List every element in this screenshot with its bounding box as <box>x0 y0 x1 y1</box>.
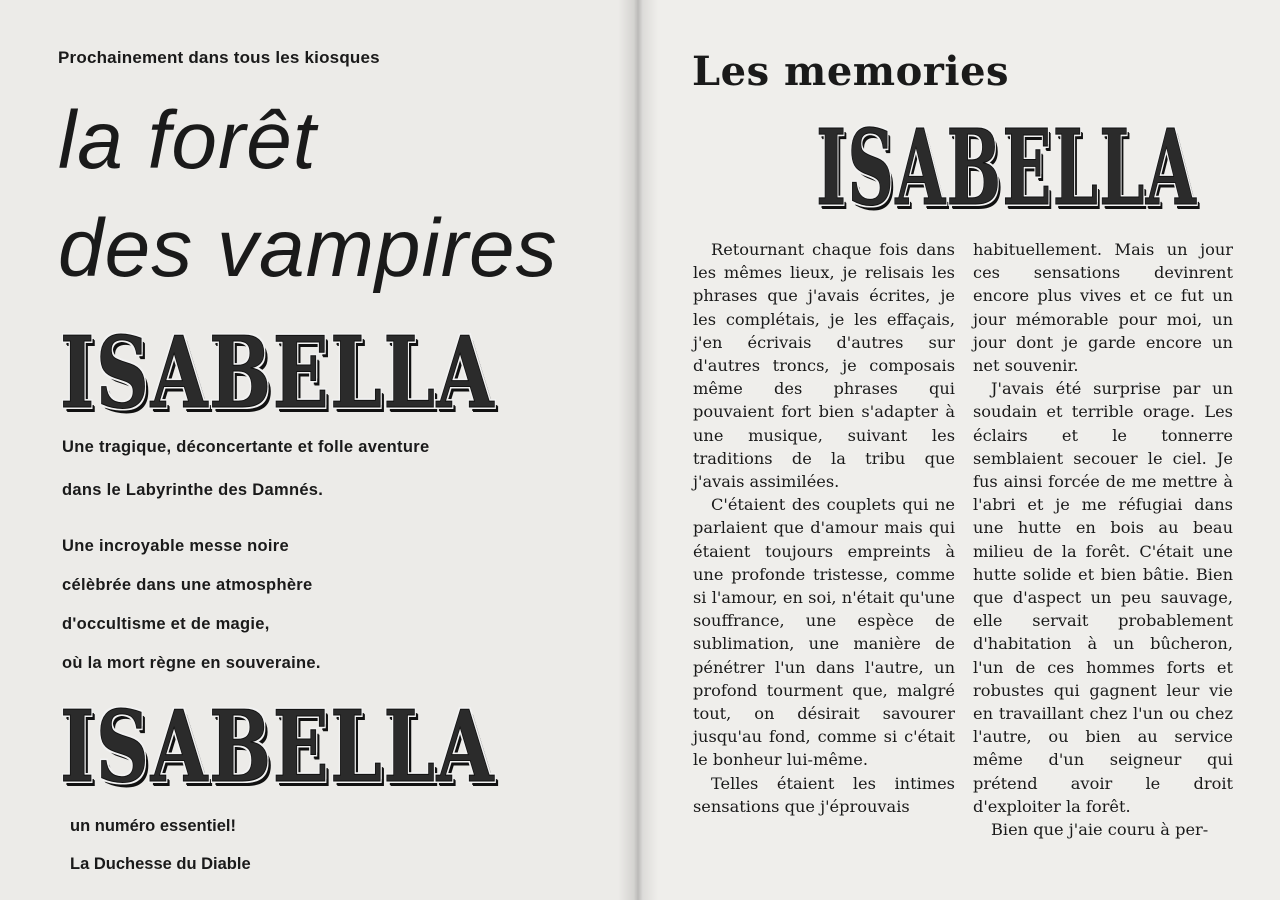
paragraph: Telles étaient les intimes sensations que j'éprouvais <box>693 773 955 816</box>
tagline: un numéro essentiel! <box>70 817 236 835</box>
blurb-line: célèbrée dans une atmosphère <box>62 576 313 594</box>
blurb-line: dans le Labyrinthe des Damnés. <box>62 481 324 499</box>
signature: La Duchesse du Diable <box>70 855 251 873</box>
blurb-line: où la mort règne en souveraine. <box>62 654 321 672</box>
paragraph: C'étaient des couplets qui ne parlaient que d'amour mais qui étaient toujours empreints à une profonde tristesse, comme si l'amour, en soi, n'était qu'une souffrance, une espèce de sublimation, une manière de pénétrer l'un dans l'autre, un profond tourment que, malgré tout, on désirait savourer jusqu'au fond, comme si c'était le bonheur lui-même. <box>693 495 955 770</box>
left-page <box>0 0 636 900</box>
title-line-1: la forêt <box>58 95 317 186</box>
blurb-line: d'occultisme et de magie, <box>62 615 270 633</box>
paragraph: J'avais été surprise par un soudain et terrible orage. Les éclairs et le tonnerre semblaient secouer le ciel. Je fus ainsi forcée de me mettre à l'abri et je me réfugiai dans une hutte en bois au beau milieu de la forêt. C'était une hutte solide et bien bâtie. Bien que d'aspect un peu sauvage, elle servait probablement d'habitation à un bûcheron, l'un de ces hommes forts et robustes qui gagnent leur vie en travaillant chez l'un ou chez l'autre, ou bien au service même d'un seigneur qui prétend avoir le droit d'exploiter la forêt. <box>973 379 1233 816</box>
blurb-line: Une tragique, déconcertante et folle aventure <box>62 438 430 456</box>
kiosk-announcement: Prochainement dans tous les kiosques <box>58 48 380 67</box>
text-column-2 <box>973 238 1233 841</box>
paragraph: Bien que j'aie couru à per- <box>991 820 1209 840</box>
right-page <box>636 0 1280 900</box>
text-column-1 <box>693 238 955 818</box>
title-line-2: des vampires <box>58 203 558 294</box>
blurb-line: Une incroyable messe noire <box>62 537 289 555</box>
isabella-logo-header: ISABELLA <box>816 106 1198 229</box>
paragraph: habituellement. Mais un jour ces sensations devinrent encore plus vives et ce fut un jour mémorable pour moi, un jour dont je garde encore un net souvenir. <box>973 240 1233 376</box>
paragraph: Retournant chaque fois dans les mêmes lieux, je relisais les phrases que j'avais écrites, je les complétais, je les effaçais, j'en écrivais d'autres sur d'autres troncs, je composais même des phrases qui pouvaient fort bien s'adapter à une musique, suivant les traditions de la tribu que j'avais assimilées. <box>693 240 955 492</box>
isabella-logo-bottom: ISABELLA <box>60 690 496 805</box>
isabella-logo-top: ISABELLA <box>60 316 496 431</box>
page-heading: Les memories <box>692 48 1010 95</box>
